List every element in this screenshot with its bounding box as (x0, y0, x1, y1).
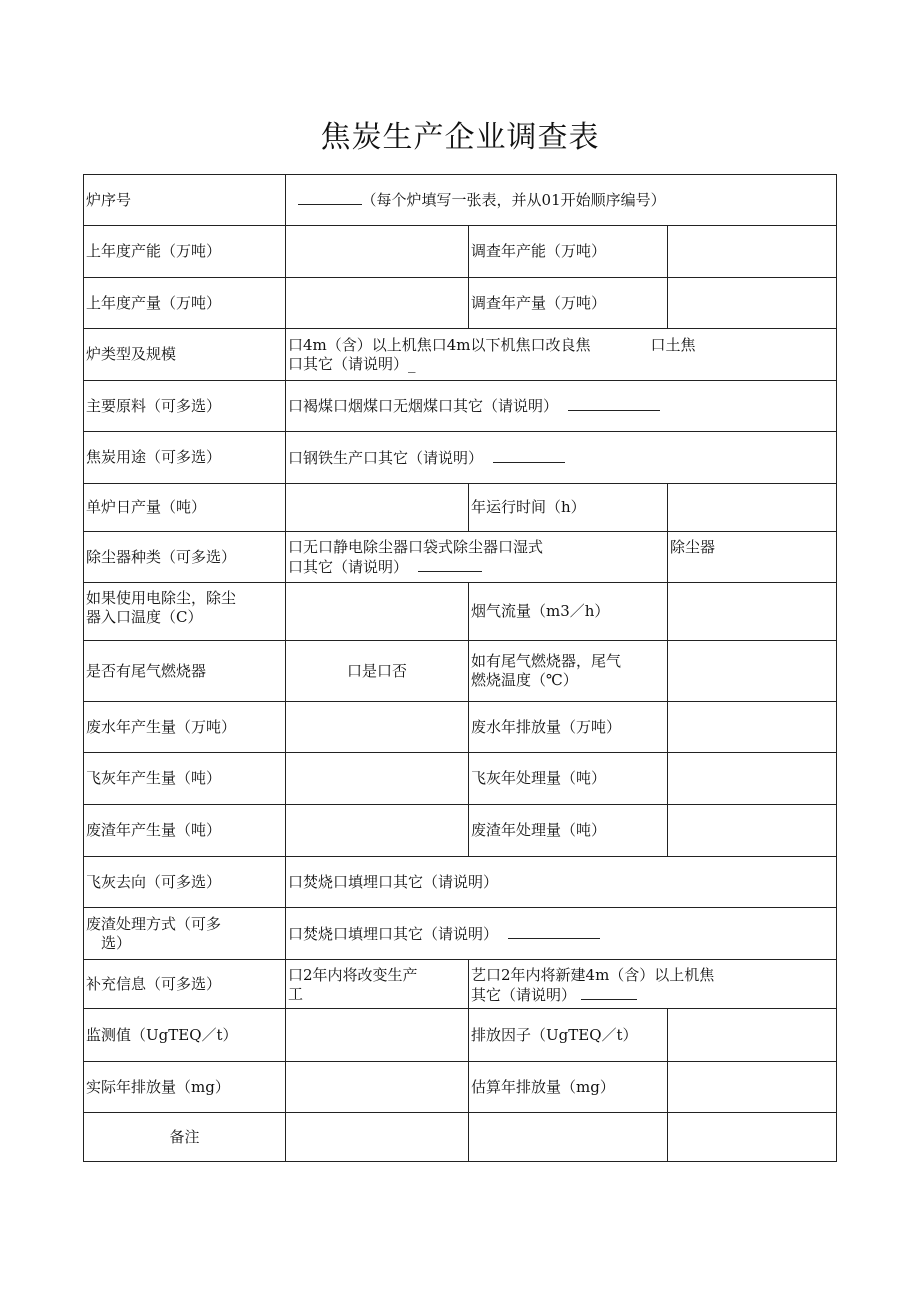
page-title: 焦炭生产企业调查表 (320, 120, 600, 155)
slag-input[interactable] (286, 805, 469, 857)
fly-ash-treated-label: 飞灰年处理量（吨） (469, 753, 668, 805)
coke-use-options[interactable] (286, 432, 837, 484)
row-dust-collector (84, 532, 837, 583)
supplement-right-line2[interactable]: 其它（请说明） (471, 986, 577, 1004)
estimated-emission-label: 估算年排放量（mg） (469, 1062, 668, 1113)
slag-method-label-line2: 选） (101, 933, 132, 952)
survey-output-label: 调查年产量（万吨） (469, 278, 668, 329)
burner-temp-input[interactable] (668, 641, 837, 702)
supplement-left-line2: 工 (288, 985, 304, 1003)
last-output-label: 上年度产量（万吨） (84, 278, 286, 329)
furnace-no-note: （每个炉填写一张表，并从01开始顺序编号） (361, 191, 666, 209)
flue-gas-flow-input[interactable] (668, 583, 837, 641)
raw-material-options[interactable] (286, 381, 837, 432)
inlet-temp-label-line1: 如果使用电除尘，除尘 (86, 589, 237, 607)
coke-use-blank[interactable] (493, 448, 565, 463)
run-time-input[interactable] (668, 484, 837, 532)
emission-factor-input[interactable] (668, 1009, 837, 1062)
last-capacity-label: 上年度产能（万吨） (84, 226, 286, 278)
row-monitor (84, 1009, 837, 1062)
fly-ash-dest-label: 飞灰去向（可多选） (84, 857, 286, 908)
raw-material-label: 主要原料（可多选） (84, 381, 286, 432)
remarks-label: 备注 (84, 1113, 286, 1162)
supplement-left-line1[interactable]: 口2年内将改变生产 (288, 966, 418, 984)
inlet-temp-label-line2: 器入口温度（C） (86, 608, 203, 626)
slag-method-text[interactable]: 口焚烧口填埋口其它（请说明） (288, 924, 499, 943)
row-furnace-type (84, 329, 837, 381)
supplement-right-line1[interactable]: 艺口2年内将新建4m（含）以上机焦 (471, 966, 715, 984)
row-inlet-temp (84, 583, 837, 641)
row-actual-emission (84, 1062, 837, 1113)
supplement-left[interactable] (286, 960, 469, 1009)
monitor-input[interactable] (286, 1009, 469, 1062)
coke-use-label: 焦炭用途（可多选） (84, 432, 286, 484)
burner-temp-label-line2: 燃烧温度（℃） (471, 671, 578, 689)
row-tail-burner (84, 641, 837, 702)
slag-method-options[interactable] (286, 908, 837, 960)
daily-output-label: 单炉日产量（吨） (84, 484, 286, 532)
dust-collector-options[interactable] (286, 532, 668, 583)
supplement-label: 补充信息（可多选） (84, 960, 286, 1009)
furnace-type-options-line1[interactable]: 口4m（含）以上机焦口4m以下机焦口改良焦 (288, 335, 591, 354)
wastewater-discharge-input[interactable] (668, 702, 837, 753)
wastewater-input[interactable] (286, 702, 469, 753)
survey-capacity-input[interactable] (668, 226, 837, 278)
furnace-type-other[interactable]: 口其它（请说明）_ (288, 354, 416, 373)
dust-collector-blank[interactable] (418, 557, 482, 572)
dust-collector-line1[interactable]: 口无口静电除尘器口袋式除尘器口湿式 (288, 537, 544, 556)
remarks-input-1[interactable] (286, 1113, 469, 1162)
burner-temp-label (469, 641, 668, 702)
dust-collector-extra: 除尘器 (668, 532, 837, 583)
tail-burner-options[interactable]: 口是口否 (286, 641, 469, 702)
dust-collector-label: 除尘器种类（可多选） (84, 532, 286, 583)
furnace-type-options[interactable] (286, 329, 837, 381)
furnace-type-label: 炉类型及规模 (84, 329, 286, 381)
emission-factor-label: 排放因子（UgTEQ／t） (469, 1009, 668, 1062)
slag-label: 废渣年产生量（吨） (84, 805, 286, 857)
run-time-label: 年运行时间（h） (469, 484, 668, 532)
last-capacity-input[interactable] (286, 226, 469, 278)
supplement-blank[interactable] (581, 985, 637, 1000)
slag-treated-label: 废渣年处理量（吨） (469, 805, 668, 857)
survey-capacity-label: 调查年产能（万吨） (469, 226, 668, 278)
monitor-label: 监测值（UgTEQ／t） (84, 1009, 286, 1062)
dust-collector-other[interactable]: 口其它（请说明） (288, 557, 409, 576)
slag-treated-input[interactable] (668, 805, 837, 857)
inlet-temp-input[interactable] (286, 583, 469, 641)
slag-method-blank[interactable] (508, 924, 600, 939)
row-remarks (84, 1113, 837, 1162)
daily-output-input[interactable] (286, 484, 469, 532)
remarks-input-2[interactable] (469, 1113, 668, 1162)
survey-table (83, 174, 837, 1162)
tail-burner-label: 是否有尾气燃烧器 (84, 641, 286, 702)
actual-emission-label: 实际年排放量（mg） (84, 1062, 286, 1113)
furnace-no-field[interactable] (286, 175, 837, 226)
furnace-no-label: 炉序号 (84, 175, 286, 226)
wastewater-label: 废水年产生量（万吨） (84, 702, 286, 753)
row-fly-ash-dest (84, 857, 837, 908)
burner-temp-label-line1: 如有尾气燃烧器，尾气 (471, 652, 622, 670)
furnace-type-option-tujiao[interactable]: 口土焦 (650, 335, 696, 354)
row-wastewater (84, 702, 837, 753)
row-furnace-no (84, 175, 837, 226)
row-capacity (84, 226, 837, 278)
remarks-input-3[interactable] (668, 1113, 837, 1162)
row-coke-use (84, 432, 837, 484)
row-supplement (84, 960, 837, 1009)
flue-gas-flow-label: 烟气流量（m3／h） (469, 583, 668, 641)
coke-use-text[interactable]: 口钢铁生产口其它（请说明） (288, 448, 484, 467)
inlet-temp-label (84, 583, 286, 641)
row-raw-material (84, 381, 837, 432)
last-output-input[interactable] (286, 278, 469, 329)
wastewater-discharge-label: 废水年排放量（万吨） (469, 702, 668, 753)
furnace-no-blank[interactable] (298, 190, 362, 205)
fly-ash-input[interactable] (286, 753, 469, 805)
estimated-emission-input[interactable] (668, 1062, 837, 1113)
fly-ash-dest-options[interactable]: 口焚烧口填埋口其它（请说明） (286, 857, 837, 908)
slag-method-label-line1: 废渣处理方式（可多 (86, 914, 222, 933)
fly-ash-label: 飞灰年产生量（吨） (84, 753, 286, 805)
row-fly-ash (84, 753, 837, 805)
supplement-right[interactable] (469, 960, 837, 1009)
survey-output-input[interactable] (668, 278, 837, 329)
row-daily-output (84, 484, 837, 532)
fly-ash-treated-input[interactable] (668, 753, 837, 805)
row-output (84, 278, 837, 329)
raw-material-blank[interactable] (568, 396, 660, 411)
slag-method-label (84, 908, 286, 960)
raw-material-text[interactable]: 口褐煤口烟煤口无烟煤口其它（请说明） (288, 397, 559, 415)
row-slag-method (84, 908, 837, 960)
row-slag (84, 805, 837, 857)
actual-emission-input[interactable] (286, 1062, 469, 1113)
